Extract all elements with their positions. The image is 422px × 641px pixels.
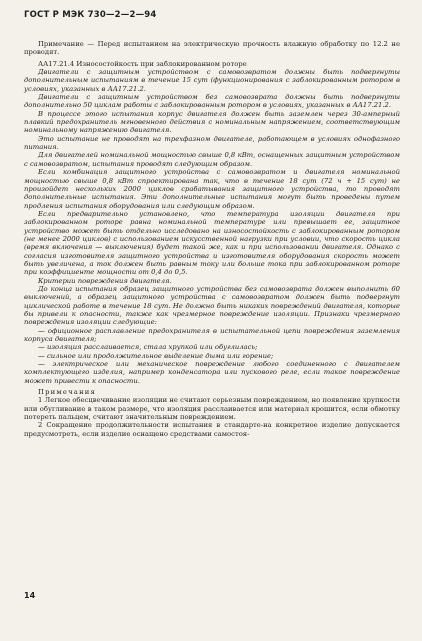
note-item: 2 Сокращение продолжительности испытания в стандарте-на конкретное изделие допускается предусмотреть, если изделие оснащено средствами самостоя-: [24, 421, 400, 438]
notes-heading: Примечания: [38, 388, 97, 397]
paragraph: Если предварительно установлено, что температура изоляции двигателя при заблокированном роторе равна номинальной температуре или превышает ее, защитное устройство может быть отдельно исследовано на износостойкость с заблокированным ротором (не менее 2000 циклов) с использованием искусственной нагрузки при условии, что скорость цикла (время включения — выключения) будет такой же, как и при использовании двигателя. Однако с согласия изготовителя защитного устройства и изготовителя оборудования скорость может быть увеличена, а ток должен быть равным току или больше тока при заблокированном роторе при коэффициенте мощности от 0,4 до 0,5.: [24, 209, 400, 277]
note-item: 1 Легкое обесцвечивание изоляции не считают серьезным повреждением, но появление хрупкости или обугливание в таком размере, что изоляция расслаивается или материал крошится, если обмотку потереть пальцем, считают значительным повреждением.: [24, 396, 400, 422]
page-header: ГОСТ Р МЭК 730—2—2—94: [24, 10, 157, 20]
clause-heading: АА17.21.4 Износостойкость при заблокированном роторе: [38, 59, 247, 68]
page-number: 14: [24, 591, 36, 600]
paragraph: Это испытание не проводят на трехфазном двигателе, работающем в условиях однофазного питания.: [24, 134, 400, 152]
paragraph: В процессе этого испытания корпус двигателя должен быть заземлен через 30-амперный плавкий предохранитель мгновенного действия с номинальным напряжением, соответствующим номинальному напряжению двигателя.: [24, 109, 400, 135]
paragraph: Критерии повреждения двигателя.: [38, 276, 172, 285]
list-item: — электрическое или механическое повреждение любого соединенного с двигателем комплектующего изделия, например конденсатора или пускового реле, если такое повреждение может привести к опасности.: [24, 360, 400, 385]
paragraph: Если комбинация защитного устройства с самовозвратом и двигателя номинальной мощностью свыше 0,8 кВт спроектирована так, что в течение 18 сут (72 ч + 15 сут) не произойдет нескольких 2000 циклов срабатывания защитного устройства, то проводят дополнительные испытания. Эти дополнительные испытания могут быть проведены путем продления испытания оборудования или следующим образом.: [24, 168, 400, 210]
note-pre-test: Примечание — Перед испытанием на электрическую прочность влажную обработку по 12.2 не проводят.: [24, 40, 400, 57]
page-body: [24, 40, 400, 438]
paragraph: До конца испытания образец защитного устройства без самовозврата должен выполнить 60 выключений, а образец защитного устройства с самовозвратом должен быть подвергнут циклической работе в течение 18 сут. Не должно быть никаких повреждений двигателя, которые бы привели к опасности, также как чрезмерное повреждение изоляции. Признаки чрезмерного повреждения изоляции следующие:: [24, 284, 400, 327]
list-item: — изоляция расслаивается, стала хрупкой или обуглилась;: [38, 343, 258, 352]
list-item: — официонное расплавление предохранителя в испытательной цепи повреждения заземления корпуса двигателя;: [24, 326, 400, 344]
paragraph: Для двигателей номинальной мощностью свыше 0,8 кВт, оснащенных защитным устройством с самовозвратом, испытания проводят следующим образом.: [24, 151, 400, 168]
paragraph: Двигатели с защитным устройством с самовозвратом должны быть подвергнуты дополнительным испытаниям в течение 15 сут (функционирования с заблокированным ротором в условиях, указанных в АА17.21.2.: [24, 68, 400, 93]
paragraph: Двигатели с защитным устройством без самовозврата должны быть подвергнуты дополнительно 50 циклам работы с заблокированным ротором в условиях, указанных в АА17.21.2.: [24, 93, 400, 110]
list-item: — сильное или продолжительное выделение дыма или горение;: [38, 351, 274, 360]
